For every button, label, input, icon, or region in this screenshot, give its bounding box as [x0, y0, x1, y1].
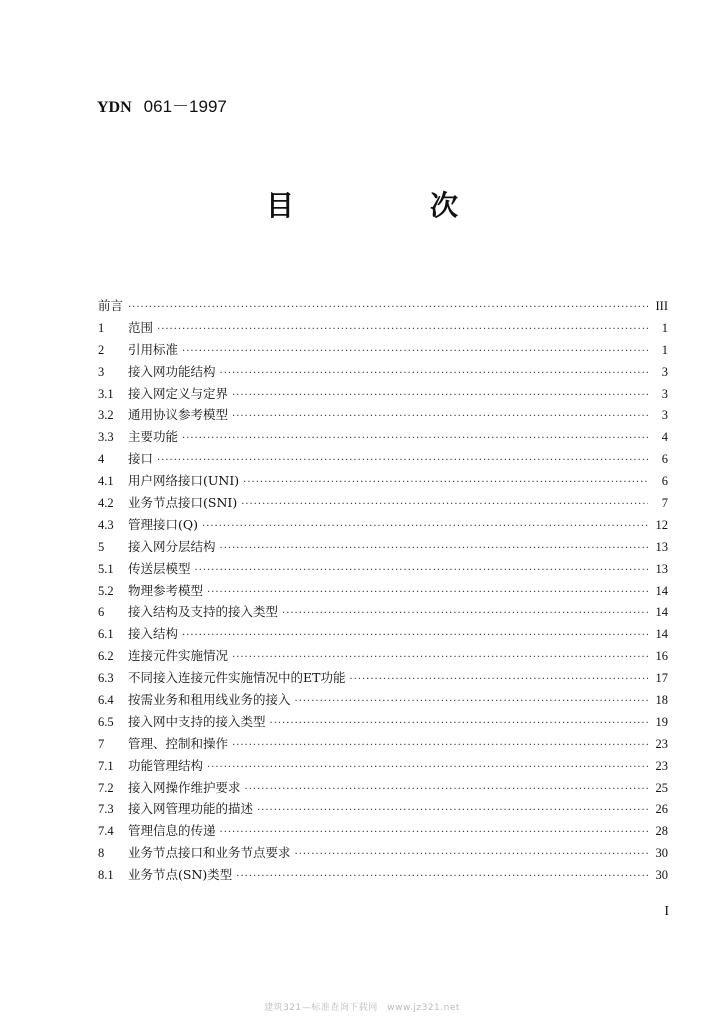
- page-title: 目 次: [265, 189, 512, 222]
- toc-entry[interactable]: [98, 668, 668, 690]
- dot-leader: [182, 630, 648, 641]
- dot-leader: [207, 762, 648, 773]
- toc-entry-page: 23: [655, 736, 668, 751]
- toc-entry-label: 通用协议参考模型: [128, 407, 229, 423]
- toc-entry-label: 连接元件实施情况: [128, 648, 229, 664]
- dot-leader: [245, 784, 648, 795]
- document-number: [97, 92, 227, 117]
- toc-entry[interactable]: [98, 405, 668, 427]
- toc-entry-label: 管理信息的传递: [128, 823, 216, 839]
- toc-entry-label: 接入网功能结构: [128, 363, 216, 379]
- toc-entry-page: 14: [655, 605, 668, 620]
- dot-leader: [220, 543, 648, 554]
- toc-entry-number: 3.2: [98, 408, 114, 423]
- toc-entry-number: 4: [98, 452, 105, 467]
- toc-entry-label: 传送层模型: [128, 560, 191, 576]
- dot-leader: [232, 652, 648, 663]
- toc-entry-number: 4.3: [98, 517, 114, 532]
- toc-entry[interactable]: [98, 712, 668, 734]
- toc-entry-page: 3: [661, 386, 668, 401]
- dot-leader: [220, 368, 648, 379]
- toc-entry-page: 19: [655, 714, 668, 729]
- dot-leader: [243, 477, 648, 488]
- toc-entry-number: 前言: [98, 299, 124, 313]
- dot-leader: [232, 390, 648, 401]
- toc-entry[interactable]: [98, 581, 668, 603]
- toc-entry-number: 1: [98, 320, 105, 335]
- toc-entry-label: 接入网分层结构: [128, 538, 216, 554]
- toc-entry-number: 7: [98, 736, 105, 751]
- toc-entry-label: 引用标准: [128, 341, 179, 357]
- toc-entry[interactable]: [98, 843, 668, 865]
- dot-leader: [207, 587, 648, 598]
- toc-entry-number: 6.1: [98, 627, 114, 642]
- toc-entry-number: 6.3: [98, 671, 114, 686]
- toc-entry-page: 3: [661, 408, 668, 423]
- dot-leader: [220, 827, 648, 838]
- toc-entry-page: 1: [661, 320, 668, 335]
- toc-entry-page: 30: [655, 868, 668, 883]
- toc-entry-page: 6: [661, 452, 668, 467]
- dot-leader: [157, 324, 648, 335]
- toc-entry-label: 接入网中支持的接入类型: [128, 713, 266, 729]
- toc-entry[interactable]: [98, 865, 668, 887]
- dot-leader: [257, 805, 648, 816]
- dot-leader: [232, 411, 648, 422]
- toc-entry-number: 4.1: [98, 474, 114, 489]
- toc-entry[interactable]: [98, 799, 668, 821]
- toc-entry-number: 7.3: [98, 802, 114, 817]
- toc-entry-page: 4: [661, 430, 668, 445]
- toc-entry-number: 8: [98, 846, 105, 861]
- toc-entry-label: 接入网操作维护要求: [128, 779, 241, 795]
- toc-entry[interactable]: [98, 756, 668, 778]
- toc-entry[interactable]: [98, 318, 668, 340]
- toc-entry-label: 按需业务和租用线业务的接入: [128, 692, 291, 708]
- toc-entry-label: 物理参考模型: [128, 582, 204, 598]
- toc-entry-page: 30: [655, 846, 668, 861]
- dot-leader: [270, 718, 648, 729]
- toc-entry-label: 接入网管理功能的描述: [128, 801, 254, 817]
- dot-leader: [128, 302, 648, 313]
- toc-entry-page: 16: [655, 649, 668, 664]
- toc-entry-label: 业务节点(SN)类型: [128, 867, 233, 883]
- toc-entry-label: 管理、控制和操作: [128, 735, 229, 751]
- toc-entry[interactable]: [98, 690, 668, 712]
- dot-leader: [195, 565, 648, 576]
- toc-entry-label: 范围: [128, 319, 154, 335]
- toc-entry[interactable]: [98, 602, 668, 624]
- toc-entry-label: 用户网络接口(UNI): [128, 473, 240, 489]
- dot-leader: [295, 849, 648, 860]
- toc-entry-page: 18: [655, 693, 668, 708]
- toc-entry-label: 接入结构及支持的接入类型: [128, 604, 279, 620]
- toc-entry-page: 17: [655, 671, 668, 686]
- toc-entry-number: 5.2: [98, 583, 114, 598]
- toc-entry-label: 管理接口(Q): [128, 516, 199, 532]
- toc-entry-number: 7.1: [98, 758, 114, 773]
- page-number: I: [664, 904, 669, 919]
- toc-entry-label: 功能管理结构: [128, 757, 204, 773]
- dot-leader: [241, 499, 648, 510]
- toc-entry-page: 28: [655, 824, 668, 839]
- toc-entry-label: 接入网定义与定界: [128, 385, 229, 401]
- toc-entry-label: 业务节点接口和业务节点要求: [128, 845, 291, 861]
- toc-entry[interactable]: [98, 821, 668, 843]
- standard-number: 061－1997: [143, 97, 227, 116]
- toc-entry-number: 2: [98, 342, 105, 357]
- toc-entry-label: 接入结构: [128, 626, 179, 642]
- dot-leader: [157, 455, 648, 466]
- toc-entry-label: 业务节点接口(SNI): [128, 495, 238, 511]
- toc-entry-number: 3.3: [98, 430, 114, 445]
- toc-entry[interactable]: [98, 734, 668, 756]
- standard-org: YDN: [97, 99, 132, 116]
- toc-entry-page: 23: [655, 758, 668, 773]
- toc-entry-number: 6.4: [98, 693, 114, 708]
- toc-entry-label: 不同接入连接元件实施情况中的ET功能: [128, 670, 346, 686]
- toc-entry-number: 5: [98, 539, 105, 554]
- toc-entry-label: 接口: [128, 451, 154, 467]
- dot-leader: [202, 521, 648, 532]
- toc-entry-number: 3: [98, 364, 105, 379]
- toc-entry-number: 3.1: [98, 386, 114, 401]
- toc-entry-page: 3: [661, 364, 668, 379]
- toc-entry[interactable]: [98, 471, 668, 493]
- toc-entry[interactable]: [98, 427, 668, 449]
- toc-entry-number: 5.1: [98, 561, 114, 576]
- toc-entry-page: 13: [655, 539, 668, 554]
- toc-entry[interactable]: [98, 296, 668, 318]
- toc-entry[interactable]: [98, 340, 668, 362]
- toc-entry[interactable]: [98, 362, 668, 384]
- toc-entry[interactable]: [98, 537, 668, 559]
- toc-entry-label: 主要功能: [128, 429, 179, 445]
- toc-entry-page: 14: [655, 627, 668, 642]
- toc-entry[interactable]: [98, 515, 668, 537]
- toc-entry-number: 6.2: [98, 649, 114, 664]
- toc-entry-page: 25: [655, 780, 668, 795]
- toc-entry[interactable]: [98, 624, 668, 646]
- toc-entry-page: III: [655, 299, 668, 313]
- dot-leader: [282, 608, 648, 619]
- toc-entry-page: 14: [655, 583, 668, 598]
- toc-entry-number: 7.4: [98, 824, 114, 839]
- toc-entry[interactable]: [98, 493, 668, 515]
- toc-entry[interactable]: [98, 449, 668, 471]
- toc-entry[interactable]: [98, 559, 668, 581]
- dot-leader: [232, 740, 648, 751]
- toc-entry[interactable]: [98, 646, 668, 668]
- dot-leader: [182, 433, 648, 444]
- toc-entry-page: 12: [655, 517, 668, 532]
- toc-entry-page: 13: [655, 561, 668, 576]
- dot-leader: [349, 674, 648, 685]
- toc-entry-page: 6: [661, 474, 668, 489]
- toc-entry-number: 4.2: [98, 496, 114, 511]
- toc-entry-page: 26: [655, 802, 668, 817]
- toc-entry-number: 7.2: [98, 780, 114, 795]
- toc-entry-number: 8.1: [98, 868, 114, 883]
- toc-entry-page: 7: [661, 496, 668, 511]
- toc-entry[interactable]: [98, 778, 668, 800]
- toc-entry[interactable]: [98, 384, 668, 406]
- watermark: 建筑321—标准查询下载网 www.jz321.net: [264, 1003, 460, 1013]
- table-of-contents: [98, 296, 668, 887]
- toc-entry-number: 6.5: [98, 714, 114, 729]
- dot-leader: [295, 696, 648, 707]
- dot-leader: [182, 346, 648, 357]
- dot-leader: [236, 871, 648, 882]
- toc-entry-page: 1: [661, 342, 668, 357]
- toc-entry-number: 6: [98, 605, 105, 620]
